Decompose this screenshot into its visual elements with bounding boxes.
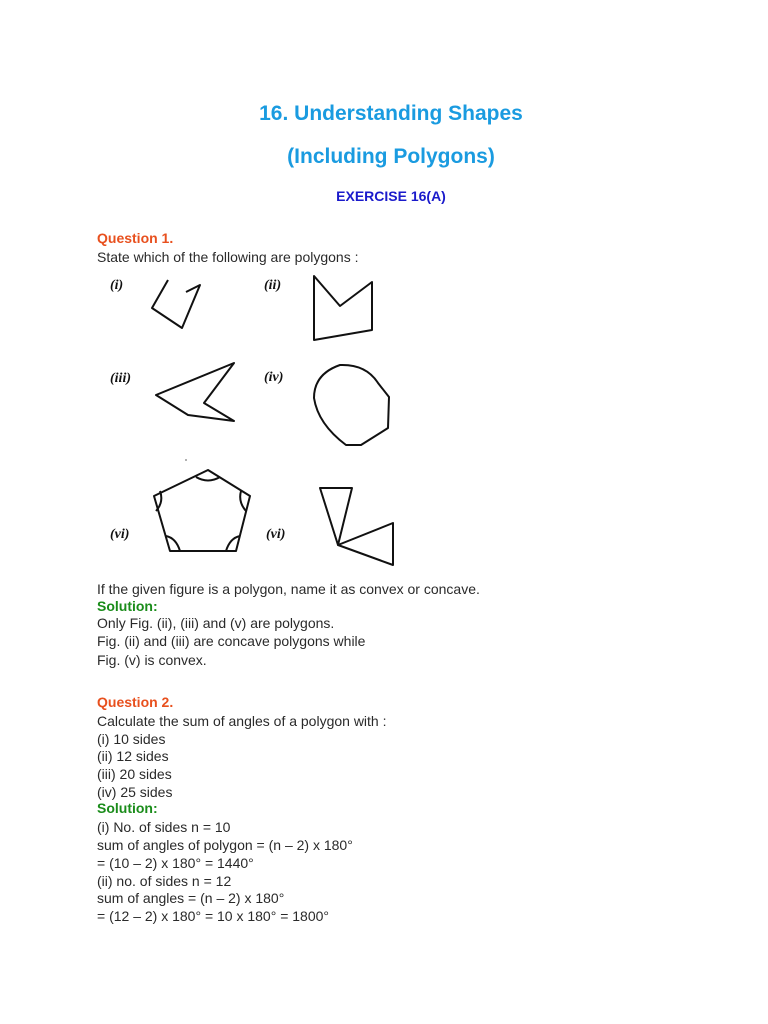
- figure-i-shape: [152, 280, 200, 328]
- question-2-solution-line: sum of angles of polygon = (n – 2) x 180°: [97, 837, 353, 853]
- question-2-heading: Question 2.: [97, 694, 174, 710]
- figure-label-i: (i): [110, 278, 124, 293]
- exercise-heading: EXERCISE 16(A): [336, 188, 446, 204]
- question-1-solution-line: Fig. (v) is convex.: [97, 652, 207, 668]
- figure-iii-shape: [156, 363, 234, 421]
- figure-label-vi: (vi): [266, 527, 286, 542]
- question-1-solution-line: Fig. (ii) and (iii) are concave polygons while: [97, 633, 366, 649]
- page-subtitle: (Including Polygons): [287, 145, 495, 168]
- question-2-solution-line: = (12 – 2) x 180° = 10 x 180° = 1800°: [97, 908, 330, 924]
- figure-vi-triangle-2: [338, 523, 393, 565]
- page-title: 16. Understanding Shapes: [259, 102, 523, 125]
- polygon-figures: [90, 268, 430, 580]
- question-2-solution-heading: Solution:: [97, 800, 158, 816]
- question-2-item: (iv) 25 sides: [97, 784, 173, 800]
- question-2-solution-line: = (10 – 2) x 180° = 1440°: [97, 855, 254, 871]
- figure-label-iv: (iv): [264, 370, 284, 385]
- question-1-followup: If the given figure is a polygon, name it as convex or concave.: [97, 581, 480, 597]
- figure-vi-triangle-1: [320, 488, 352, 545]
- question-2-solution-line: (ii) no. of sides n = 12: [97, 873, 232, 889]
- figure-label-ii: (ii): [264, 278, 282, 293]
- question-2-item: (iii) 20 sides: [97, 766, 172, 782]
- figure-label-iii: (iii): [110, 371, 131, 386]
- figure-iv-shape: [314, 365, 389, 445]
- question-2-solution-line: (i) No. of sides n = 10: [97, 819, 231, 835]
- question-1-solution-heading: Solution:: [97, 598, 158, 614]
- figure-label-v: (vi): [110, 527, 130, 542]
- question-2-item: (ii) 12 sides: [97, 748, 169, 764]
- question-1-prompt: State which of the following are polygons :: [97, 249, 359, 265]
- question-1-heading: Question 1.: [97, 230, 174, 246]
- question-2-prompt: Calculate the sum of angles of a polygon with :: [97, 713, 387, 729]
- stray-dot: [185, 459, 187, 461]
- figure-ii-shape: [314, 276, 372, 340]
- question-2-solution-line: sum of angles = (n – 2) x 180°: [97, 890, 285, 906]
- question-1-solution-line: Only Fig. (ii), (iii) and (v) are polygons.: [97, 615, 335, 631]
- figure-v-angle-top: [196, 477, 220, 481]
- question-2-item: (i) 10 sides: [97, 731, 166, 747]
- figure-v-shape: [154, 470, 250, 551]
